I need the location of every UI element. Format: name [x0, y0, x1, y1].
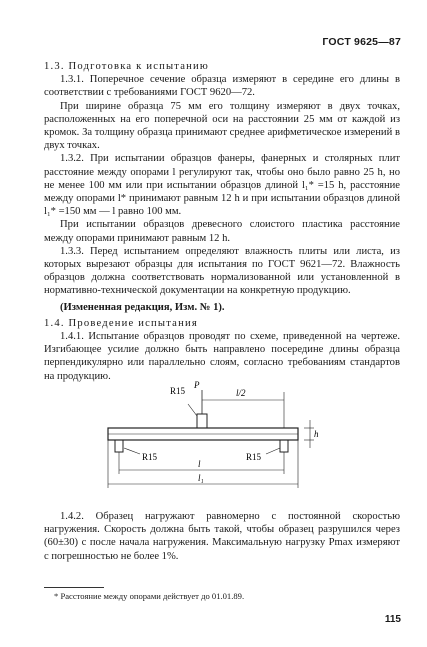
label-half-l: l/2	[236, 388, 246, 398]
footnote: * Расстояние между опорами действует до 01.01.89.	[54, 591, 245, 601]
label-p: P	[194, 380, 200, 390]
test-scheme-figure	[90, 370, 330, 500]
para-133: 1.3.3. Перед испытанием определяют влажность плиты или листа, из которых вырезают образцы для испытания по ГОСТ 9621—72. Влажность образцов должна соответствовать нормализованной или установленной в нормативно-технической документации на конкретную продукцию.	[44, 245, 400, 297]
label-r15-top: R15	[170, 386, 186, 396]
page-number: 115	[384, 614, 401, 625]
label-h: h	[314, 429, 319, 439]
label-r15-right: R15	[246, 452, 262, 462]
para-132b: При испытании образцов древесного слоистого пластика расстояние между опорами принимают равным 12 h.	[44, 219, 400, 244]
section-13-title: 1.3. Подготовка к испытанию	[44, 61, 210, 72]
para-132: 1.3.2. При испытании образцов фанеры, фанерных и столярных плит расстояние между опорами l регулируют так, чтобы оно было равно 25 h, но не менее 100 мм или при испытании образцов длиной l₁* =15 h, расстояние между опорами l* принимают равным 12 h и при испытании образцов длиной l₁* =150 мм — l равно 100 мм.	[44, 153, 400, 218]
footnote-divider	[44, 587, 104, 588]
label-l1: l₁	[198, 473, 204, 483]
standard-header: ГОСТ 9625—87	[322, 36, 401, 48]
label-r15-left: R15	[142, 452, 158, 462]
section-14-title: 1.4. Проведение испытания	[44, 317, 198, 329]
revised-note: (Измененная редакция, Изм. № 1).	[60, 301, 225, 313]
label-l: l	[198, 459, 201, 469]
para-141: 1.4.1. Испытание образцов проводят по схеме, приведенной на чертеже. Изгибающее усилие должно быть направлено посередине длины образца перпендикулярно или параллельно слоям, согласно требованиям стандартов на продукцию.	[44, 331, 400, 382]
para-131b: При ширине образца 75 мм его толщину измеряют в двух точках, расположенных на его поперечной оси на расстоянии 25 мм от каждой из кромок. За толщину образца принимают среднее арифметическое измерений в двух точках.	[44, 100, 400, 152]
para-142: 1.4.2. Образец нагружают равномерно с постоянной скоростью нагружения. Скорость должна быть такой, чтобы образец разрушился через (60±30) с после начала нагружения. Максимальную нагрузку Pmax измеряют с погрешностью не более 1%.	[44, 511, 400, 562]
section-13	[44, 60, 400, 383]
para-131: 1.3.1. Поперечное сечение образца измеряют в середине его длины в соответствии с требованиями ГОСТ 9620—72.	[44, 74, 400, 99]
section-142	[44, 510, 400, 563]
